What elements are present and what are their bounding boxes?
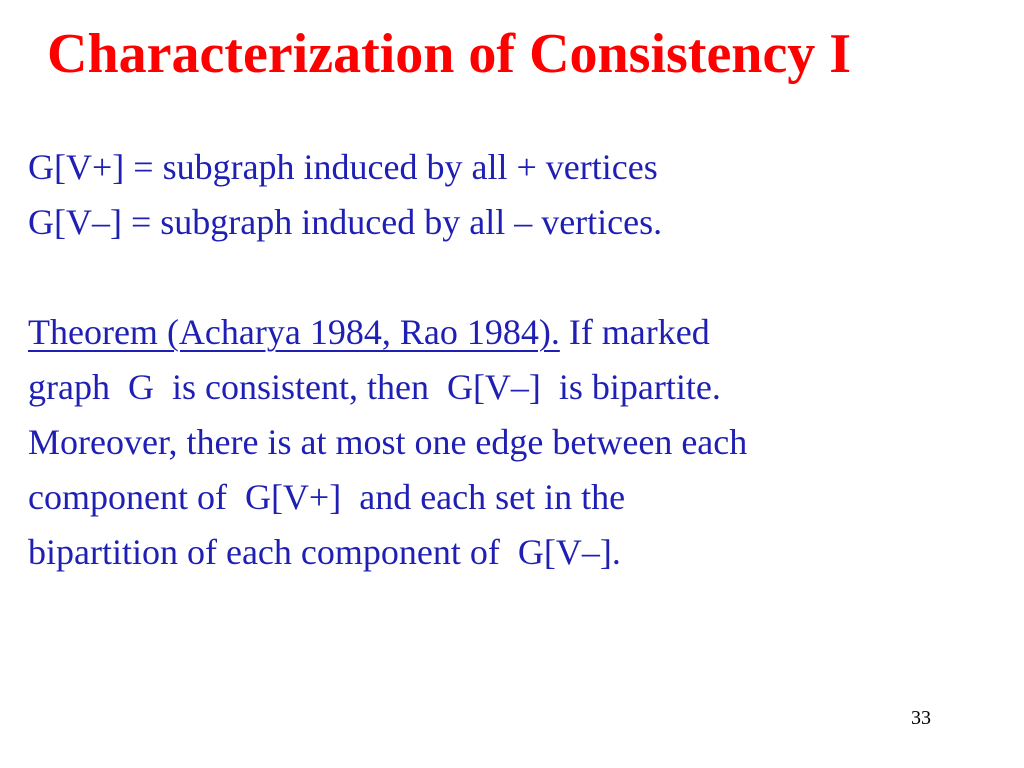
definition-v-plus: G[V+] = subgraph induced by all + vertices xyxy=(28,147,658,187)
theorem-label: Theorem (Acharya 1984, Rao 1984). xyxy=(28,312,560,352)
page-number: 33 xyxy=(911,707,931,729)
definition-v-minus: G[V–] = subgraph induced by all – vertices. xyxy=(28,202,663,242)
theorem-line: bipartition of each component of G[V–]. xyxy=(28,532,621,572)
theorem-line: graph G is consistent, then G[V–] is bipartite. xyxy=(28,367,721,407)
paragraph-spacer xyxy=(28,250,1008,305)
theorem-first-line xyxy=(28,305,1008,360)
theorem-first-line-rest: If marked xyxy=(559,312,710,352)
theorem-line: component of G[V+] and each set in the xyxy=(28,477,626,517)
slide-title: Characterization of Consistency I xyxy=(47,23,852,85)
slide-body xyxy=(28,140,1008,580)
theorem-line: Moreover, there is at most one edge between each xyxy=(28,422,748,462)
